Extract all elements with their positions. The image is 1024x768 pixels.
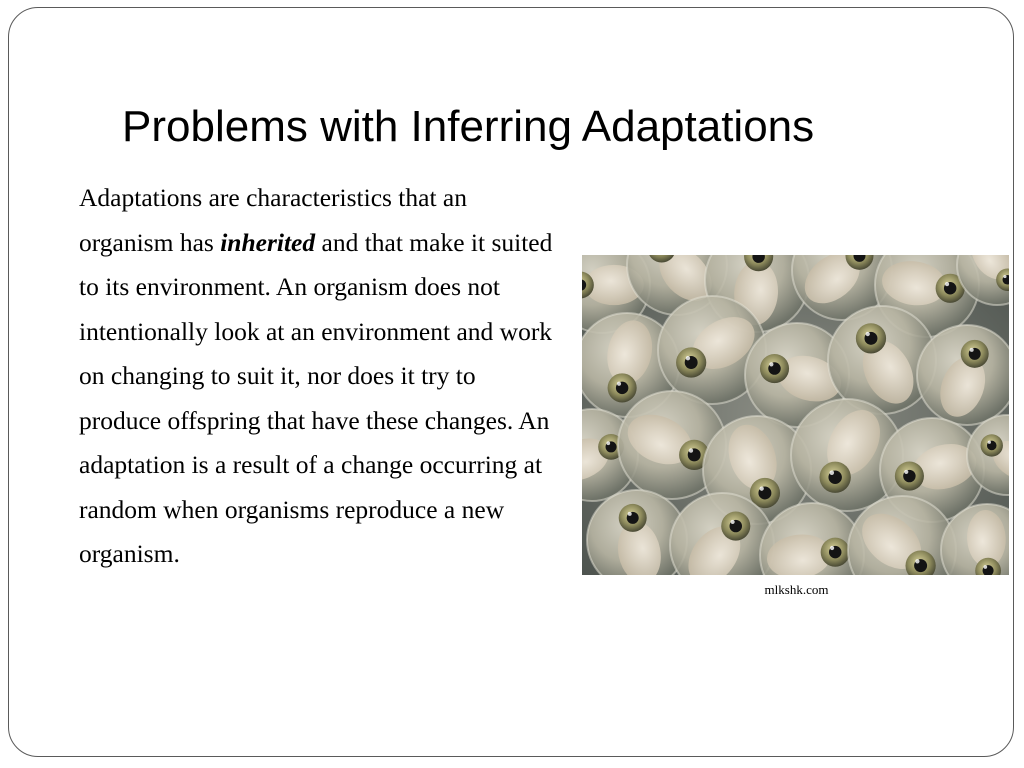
photo-credit: mlkshk.com [764, 582, 829, 597]
fish-eggs-photo [582, 255, 1009, 575]
body-text-part-2: and that make it suited to its environment. An organism does not intentionally look at an environment and work on changing to suit it, nor does it try to produce offspring that have these changes. An adaptation is a result of a change occurring at random when organisms reproduce a new organism. [79, 227, 553, 568]
slide-title: Problems with Inferring Adaptations [122, 102, 815, 151]
emphasized-word: inherited [220, 227, 316, 257]
body-text-part-1: Adaptations are characteristics that an organism has [79, 183, 467, 257]
body-paragraph [79, 176, 559, 577]
slide-frame [8, 7, 1014, 757]
fish-egg [917, 325, 1009, 425]
